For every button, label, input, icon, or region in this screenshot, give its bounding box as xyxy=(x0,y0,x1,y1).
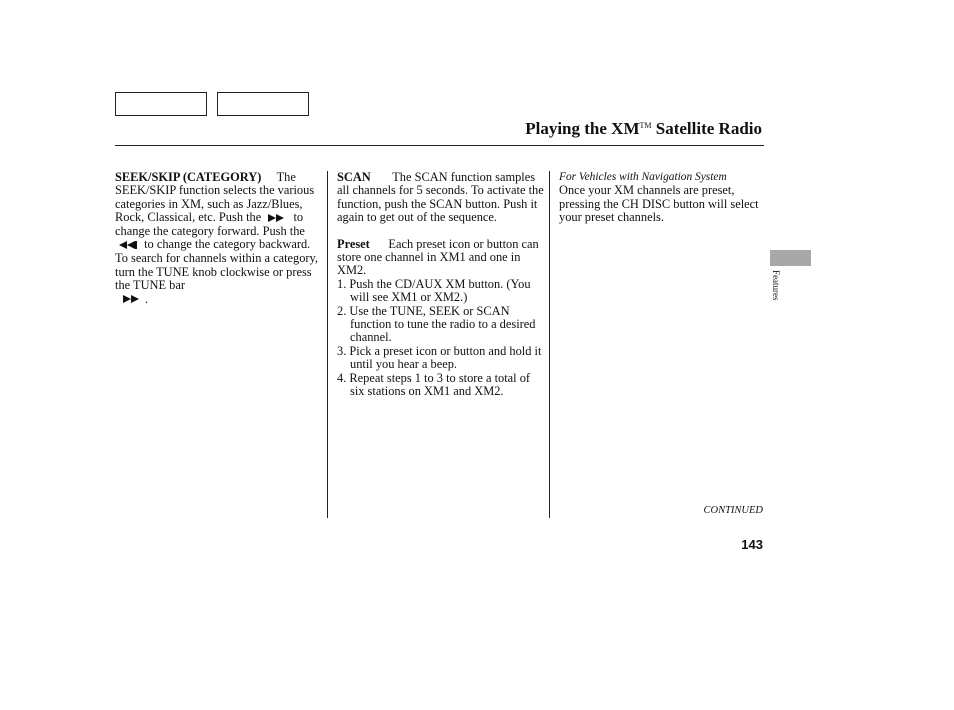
preset-paragraph xyxy=(337,238,544,278)
seek-skip-text-a: The SEEK/SKIP function selects the various categories in XM, such as Jazz/Blues, Rock, Classical, etc. Push the xyxy=(115,170,315,225)
page-number: 143 xyxy=(741,537,763,552)
preset-heading: Preset xyxy=(337,236,370,251)
section-tab-marker xyxy=(770,250,811,266)
list-item: 4. Repeat steps 1 to 3 to store a total of six stations on XM1 and XM2. xyxy=(337,370,531,399)
preset-text: Each preset icon or button can store one channel in XM1 and one in XM2. xyxy=(337,236,539,278)
column-divider-1 xyxy=(327,171,328,518)
column-scan-preset xyxy=(337,171,544,399)
column-seek-skip xyxy=(115,171,320,306)
section-label: Features xyxy=(771,270,781,301)
title-rule xyxy=(115,145,764,146)
column-divider-2 xyxy=(549,171,550,518)
scan-text: The SCAN function samples all channels for 5 seconds. To activate the function, push the SCAN button. Push it again to get out of the sequence. xyxy=(337,170,544,225)
title-rest: Satellite Radio xyxy=(651,119,762,138)
title-main: Playing the XM xyxy=(525,119,640,138)
scan-paragraph xyxy=(337,171,544,225)
navigation-note: For Vehicles with Navigation System xyxy=(559,171,727,183)
list-item: 3. Pick a preset icon or button and hold it until you hear a beep. xyxy=(337,343,542,372)
seek-skip-paragraph xyxy=(115,171,320,306)
seek-skip-text-b: to change the category forward. Push the xyxy=(115,210,305,239)
column-navigation-note xyxy=(559,171,764,225)
preset-steps-list xyxy=(337,278,544,399)
header-box-left xyxy=(115,92,207,116)
double-right-arrow-icon xyxy=(268,212,286,225)
seek-skip-text-c: to change the category backward. To search for channels within a category, turn the TUNE knob clockwise or press the TUNE bar xyxy=(115,237,319,293)
page-title xyxy=(525,119,762,139)
list-item: 2. Use the TUNE, SEEK or SCAN function to tune the radio to a desired channel. xyxy=(337,303,536,345)
seek-skip-text-d: . xyxy=(145,291,149,306)
double-left-arrow-icon xyxy=(119,239,137,252)
list-item: 1. Push the CD/AUX XM button. (You will see XM1 or XM2.) xyxy=(337,276,531,305)
title-trademark: TM xyxy=(639,121,652,130)
double-right-arrow-icon xyxy=(123,293,141,306)
seek-skip-heading: SEEK/SKIP (CATEGORY) xyxy=(115,170,262,184)
navigation-text: Once your XM channels are preset, pressing the CH DISC button will select your preset channels. xyxy=(559,183,759,225)
continued-label: CONTINUED xyxy=(703,505,763,516)
scan-heading: SCAN xyxy=(337,170,371,184)
header-box-right xyxy=(217,92,309,116)
